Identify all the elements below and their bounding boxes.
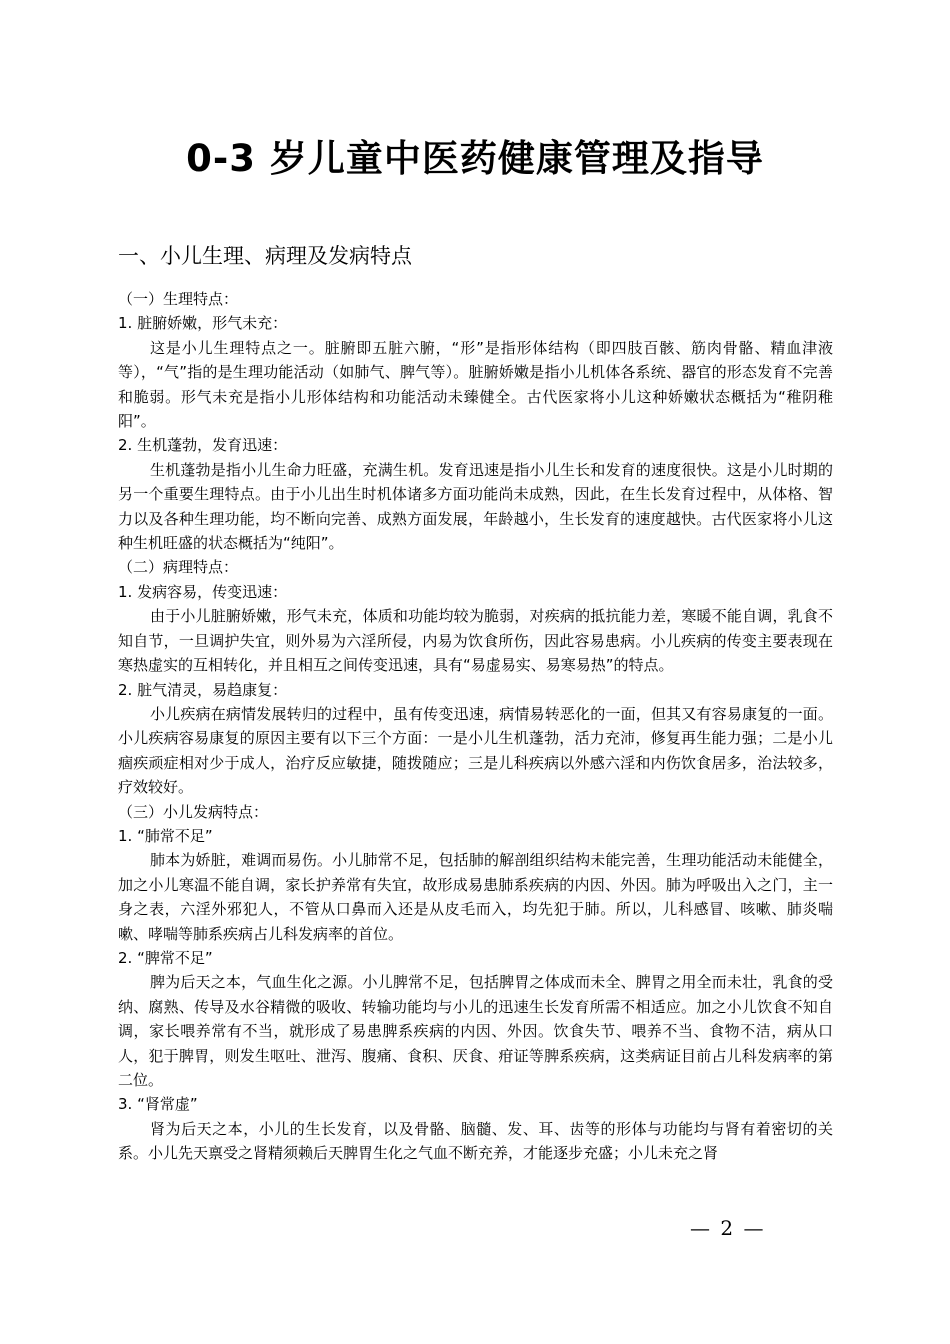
subheading: 2. 生机蓬勃，发育迅速： [118, 436, 288, 455]
document-body [118, 287, 833, 1166]
subheading: （三）小儿发病特点： [118, 802, 269, 821]
subheading: 1. 发病容易，传变迅速： [118, 582, 288, 601]
body-paragraph: 脾为后天之本，气血生化之源。小儿脾常不足，包括脾胃之体成而未全、脾胃之用全而未壮，乳食的受纳、腐熟、传导及水谷精微的吸收、转输功能均与小儿的迅速生长发育所需不相适应。加之小儿饮食不知自调，家长喂养常有不当，就形成了易患脾系疾病的内因、外因。饮食失节、喂养不当、食物不洁，病从口人，犯于脾胃，则发生呕吐、泄泻、腹痛、食积、厌食、疳证等脾系疾病，这类病证目前占儿科发病率的第二位。 [118, 973, 833, 1089]
body-paragraph: 小儿疾病在病情发展转归的过程中，虽有传变迅速，病情易转恶化的一面，但其又有容易康复的一面。小儿疾病容易康复的原因主要有以下三个方面：一是小儿生机蓬勃，活力充沛，修复再生能力强；二是小儿痼疾顽症相对少于成人，治疗反应敏捷，随拨随应；三是儿科疾病以外感六淫和内伤饮食居多，治法较多，疗效较好。 [118, 704, 833, 797]
subheading: 1. “肺常不足” [118, 826, 213, 845]
subheading: （二）病理特点： [118, 558, 239, 577]
body-paragraph: 肺本为娇脏，难调而易伤。小儿肺常不足，包括肺的解剖组织结构未能完善，生理功能活动未能健全，加之小儿寒温不能自调，家长护养常有失宜，故形成易患肺系疾病的内因、外因。肺为呼吸出入之门，主一身之表，六淫外邪犯人，不管从口鼻而入还是从皮毛而入，均先犯于肺。所以，儿科感冒、咳嗽、肺炎喘嗽、哮喘等肺系疾病占儿科发病率的首位。 [118, 851, 833, 943]
body-paragraph: 肾为后天之本，小儿的生长发育，以及骨骼、脑髓、发、耳、齿等的形体与功能均与肾有着密切的关系。小儿先天禀受之肾精须赖后天脾胃生化之气血不断充养，才能逐步充盛；小儿未充之肾 [118, 1119, 833, 1163]
body-paragraph: 由于小儿脏腑娇嫩，形气未充，体质和功能均较为脆弱，对疾病的抵抗能力差，寒暖不能自调，乳食不知自节，一旦调护失宜，则外易为六淫所侵，内易为饮食所伤，因此容易患病。小儿疾病的传变主要表现在寒热虚实的互相转化，并且相互之间传变迅速，具有“易虚易实、易寒易热”的特点。 [118, 607, 833, 675]
body-paragraph: 生机蓬勃是指小儿生命力旺盛，充满生机。发育迅速是指小儿生长和发育的速度很快。这是小儿时期的另一个重要生理特点。由于小儿出生时机体诸多方面功能尚未成熟，因此，在生长发育过程中，从体格、智力以及各种生理功能，均不断向完善、成熟方面发展，年龄越小，生长发育的速度越快。古代医家将小儿这种生机旺盛的状态概括为“纯阳”。 [118, 460, 833, 553]
subheading: 2. “脾常不足” [118, 948, 213, 967]
subheading: （一）生理特点： [118, 290, 239, 308]
subheading: 1. 脏腑娇嫩，形气未充： [118, 314, 288, 333]
section-heading-1: 一、小儿生理、病理及发病特点 [118, 244, 412, 268]
body-paragraph: 这是小儿生理特点之一。脏腑即五脏六腑，“形”是指形体结构（即四肢百骸、筋肉骨骼、精血津液等），“气”指的是生理功能活动（如肺气、脾气等）。脏腑娇嫩是指小儿机体各系统、器官的形态发育不完善和脆弱。形气未充是指小儿形体结构和功能活动未臻健全。古代医家将小儿这种娇嫩状态概括为“稚阴稚阳”。 [118, 338, 833, 431]
subheading: 3. “肾常虚” [118, 1095, 198, 1114]
subheading: 2. 脏气清灵，易趋康复： [118, 680, 288, 699]
document-title: 0-3 岁儿童中医药健康管理及指导 [186, 137, 764, 180]
page-number: — 2 — [690, 1216, 766, 1240]
